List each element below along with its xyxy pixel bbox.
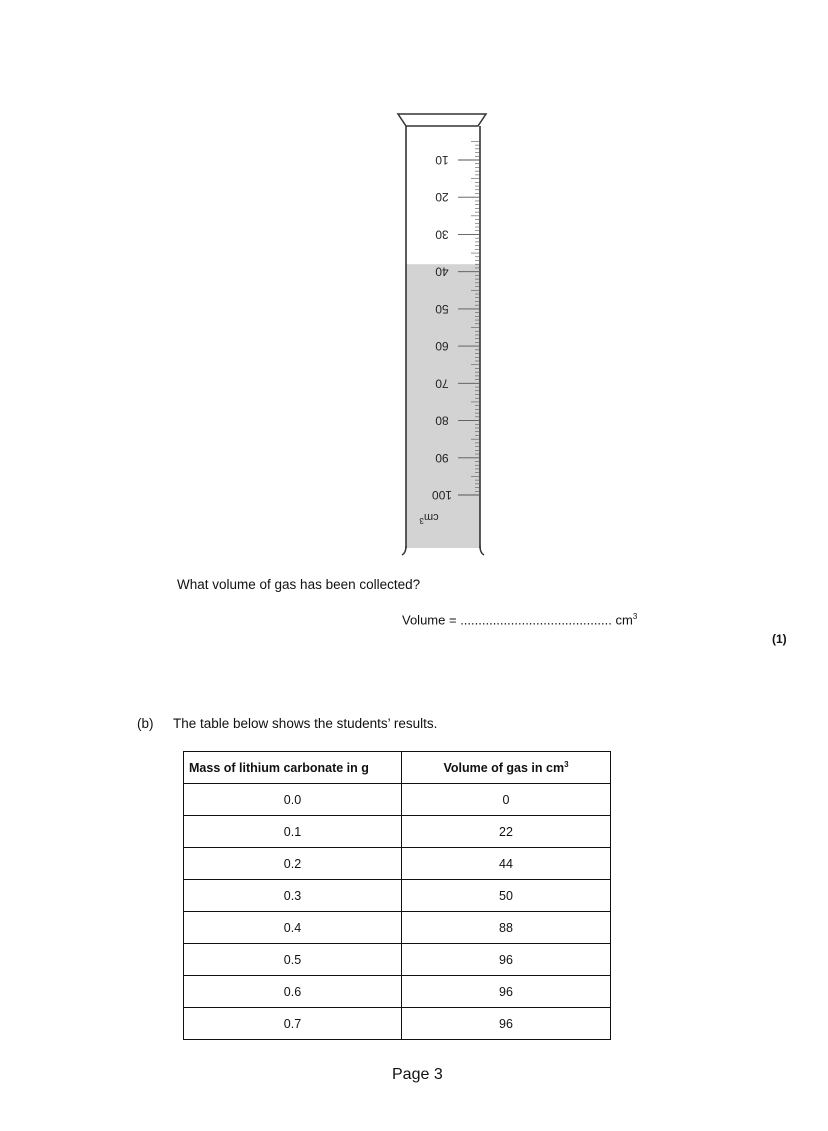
question-a-prompt: What volume of gas has been collected? xyxy=(177,577,421,592)
cell-mass: 0.1 xyxy=(184,816,402,848)
cell-mass: 0.3 xyxy=(184,880,402,912)
cell-volume: 44 xyxy=(402,848,611,880)
cell-volume: 0 xyxy=(402,784,611,816)
cell-volume: 96 xyxy=(402,1008,611,1040)
table-row xyxy=(184,880,611,912)
table-row xyxy=(184,976,611,1008)
cell-volume: 22 xyxy=(402,816,611,848)
volume-answer-unit-power: 3 xyxy=(632,612,638,621)
table-row xyxy=(184,944,611,976)
table-row xyxy=(184,784,611,816)
cell-mass: 0.0 xyxy=(184,784,402,816)
volume-answer-blank[interactable]: .......................................... xyxy=(460,612,612,628)
scale-label: 70 xyxy=(435,376,449,391)
table-row xyxy=(184,848,611,880)
header-volume xyxy=(402,752,611,784)
volume-answer-unit: cm xyxy=(615,612,633,628)
table-header-row xyxy=(184,752,611,784)
results-table xyxy=(183,751,611,1040)
header-volume-power: 3 xyxy=(564,759,569,769)
scale-label: 60 xyxy=(435,339,449,354)
table-row xyxy=(184,912,611,944)
cell-mass: 0.6 xyxy=(184,976,402,1008)
question-b-prompt: The table below shows the students’ results. xyxy=(173,716,438,731)
marks-label: (1) xyxy=(772,632,787,646)
question-b-label: (b) xyxy=(137,716,154,731)
volume-answer-label: Volume = xyxy=(402,612,461,628)
table-row xyxy=(184,1008,611,1040)
scale-label: 50 xyxy=(435,301,449,316)
measuring-cylinder-diagram xyxy=(390,108,490,558)
cell-mass: 0.4 xyxy=(184,912,402,944)
scale-label: 40 xyxy=(435,264,449,279)
header-volume-text: Volume of gas in cm xyxy=(443,761,565,776)
cylinder-rim xyxy=(398,114,486,126)
scale-label: 20 xyxy=(435,190,449,205)
scale-label: 30 xyxy=(435,227,449,242)
cell-volume: 50 xyxy=(402,880,611,912)
scale-label: 10 xyxy=(435,153,449,167)
page-number: Page 3 xyxy=(392,1066,443,1083)
scale-label: 100 xyxy=(431,488,453,502)
table-row xyxy=(184,816,611,848)
volume-answer-line xyxy=(402,612,637,627)
cylinder-unit-label: $cm^3$ xyxy=(419,511,439,525)
cell-volume: 96 xyxy=(402,976,611,1008)
cell-volume: 88 xyxy=(402,912,611,944)
scale-label: 80 xyxy=(435,413,449,428)
scale-label: 90 xyxy=(435,450,449,465)
cell-volume: 96 xyxy=(402,944,611,976)
header-mass: Mass of lithium carbonate in g xyxy=(184,752,402,784)
cell-mass: 0.5 xyxy=(184,944,402,976)
cell-mass: 0.2 xyxy=(184,848,402,880)
cell-mass: 0.7 xyxy=(184,1008,402,1040)
